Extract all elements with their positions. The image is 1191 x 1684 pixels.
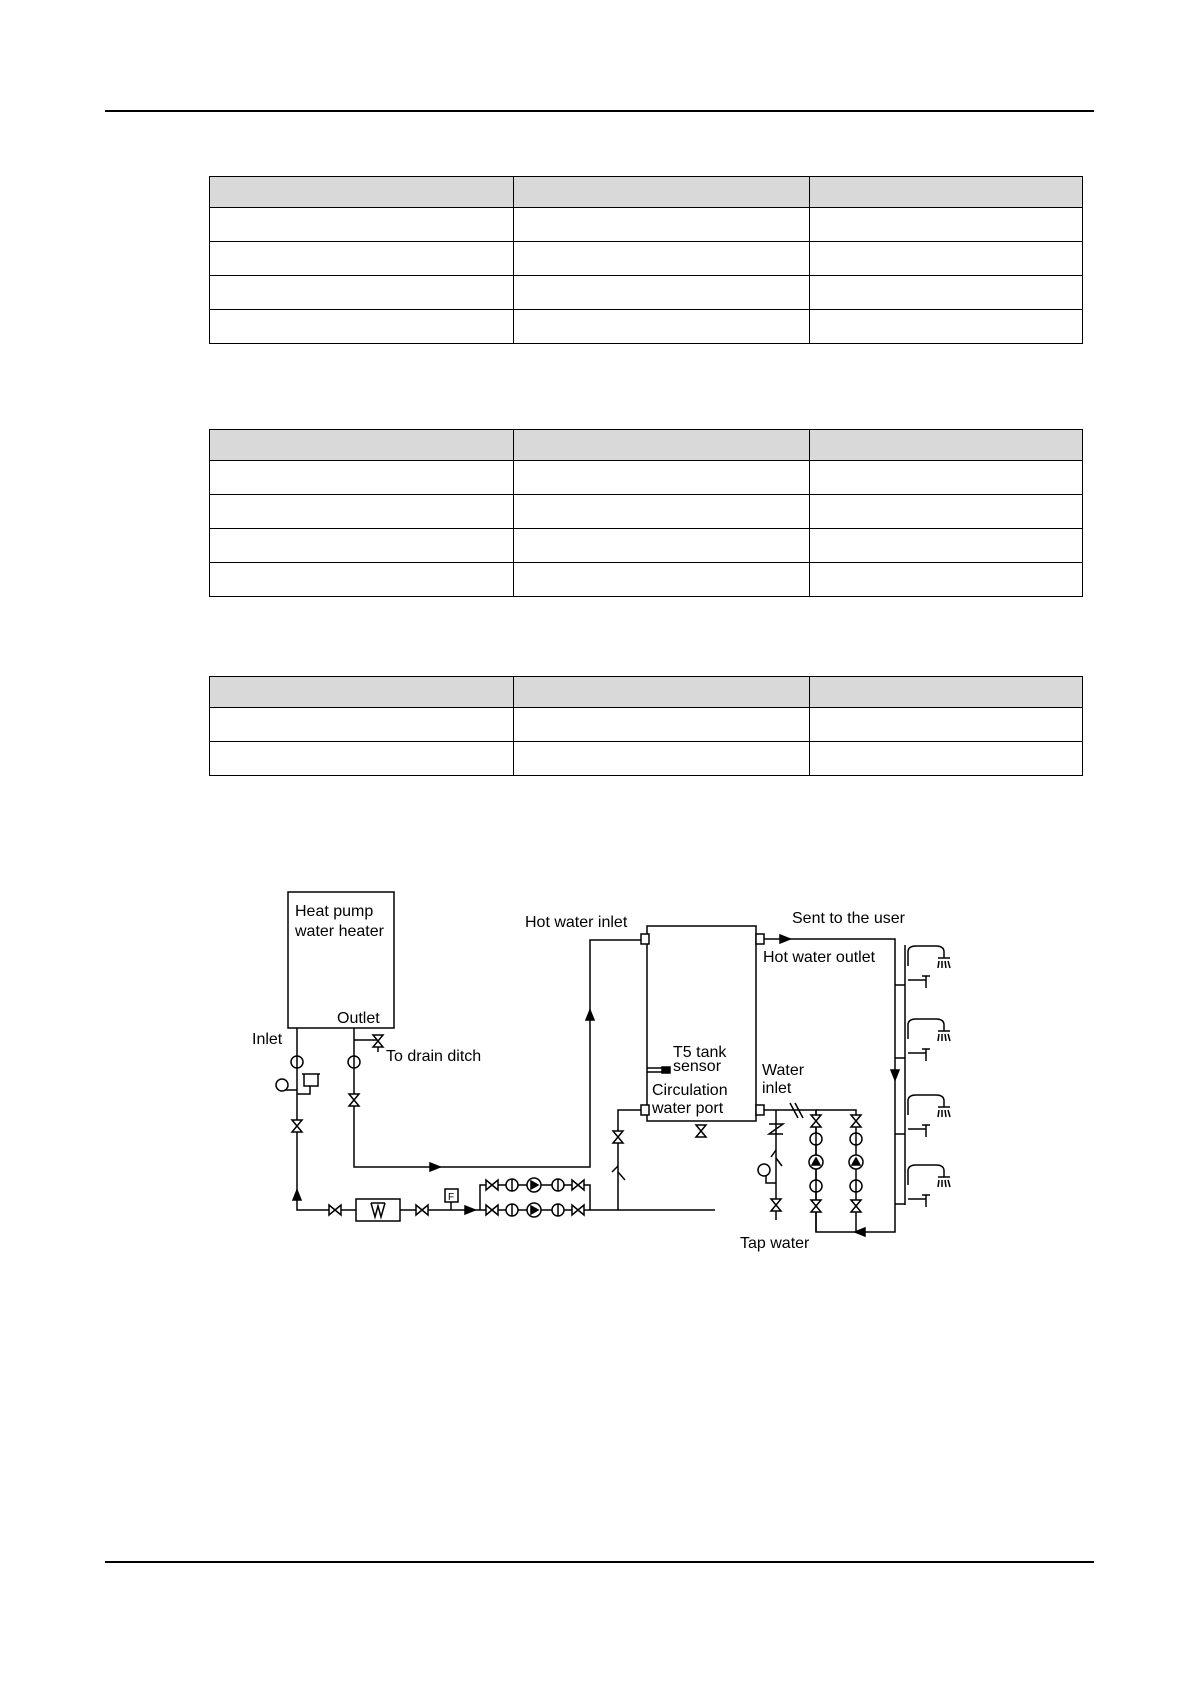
valve-icon [292,1120,302,1132]
valve-icon [613,1131,623,1143]
ball-valve-icon [810,1133,822,1145]
drain-valve-icon [373,1035,383,1047]
valve-icon [851,1115,861,1127]
ball-valve-icon [506,1204,518,1216]
filter-label: F [448,1192,455,1203]
t5-sensor-label-1: T5 tank [673,1044,727,1061]
pressure-gauge-icon [758,1164,770,1176]
flow-arrow-icon [780,935,790,943]
circulation-label-2: water port [652,1100,724,1117]
shower-icon [908,1165,950,1207]
ball-valve-icon [850,1180,862,1192]
flow-arrow-icon [293,1190,301,1200]
ball-valve-icon [850,1133,862,1145]
hot-water-inlet-port [641,934,649,944]
flow-arrow-icon [465,1206,475,1214]
circulation-label-1: Circulation [652,1082,728,1099]
pump-icon [849,1155,863,1169]
ball-valve-icon [552,1179,564,1191]
valve-icon [572,1205,584,1215]
flow-arrow-icon [586,1010,594,1020]
circulation-return-pipe [618,1110,643,1210]
riser-connections [895,985,905,1204]
valve-icon [329,1205,341,1215]
valve-icon [572,1180,584,1190]
water-inlet-label-2: inlet [762,1080,792,1097]
circulation-port [641,1105,649,1115]
tank-drain-valve-icon [696,1125,706,1137]
pump-icon [527,1178,541,1192]
hot-water-outlet-port [756,934,764,944]
flow-arrow-icon [430,1163,440,1171]
hot-water-outlet-label: Hot water outlet [763,949,876,966]
gauge-branch [766,1176,776,1183]
drain-label: To drain ditch [386,1048,482,1065]
valve-icon [851,1200,861,1212]
ball-valve-icon [348,1056,360,1068]
tap-water-label: Tap water [740,1235,810,1252]
ball-valve-icon [810,1180,822,1192]
ball-valve-icon [552,1204,564,1216]
t5-sensor-label-2: sensor [673,1058,722,1075]
flow-arrow-icon [891,1070,899,1080]
valve-icon [486,1205,498,1215]
sent-to-user-label: Sent to the user [792,910,905,927]
heat-pump-label-1: Heat pump [295,903,374,920]
footer-rule [105,1561,1094,1563]
shower-icon [908,1019,950,1061]
valve-icon [771,1199,781,1211]
shower-icon [908,1095,950,1137]
valve-icon [349,1094,359,1106]
ball-valve-icon [506,1179,518,1191]
t5-sensor-marker [662,1067,670,1073]
outlet-label: Outlet [337,1010,380,1027]
pump-icon [527,1203,541,1217]
heat-pump-label-2: water heater [295,923,384,940]
inlet-label: Inlet [252,1031,283,1048]
ball-valve-icon [291,1056,303,1068]
water-inlet-label-1: Water [762,1062,805,1079]
valve-icon [486,1180,498,1190]
recirc-loop [816,1110,856,1232]
pump-icon [809,1155,823,1169]
valve-icon [416,1205,428,1215]
pressure-gauge-icon [276,1079,288,1091]
shower-icon [908,946,950,988]
valve-icon [811,1200,821,1212]
hot-water-inlet-label: Hot water inlet [525,914,628,931]
valve-icon [811,1115,821,1127]
water-inlet-port [756,1105,764,1115]
expansion-tank-icon [302,1074,320,1086]
